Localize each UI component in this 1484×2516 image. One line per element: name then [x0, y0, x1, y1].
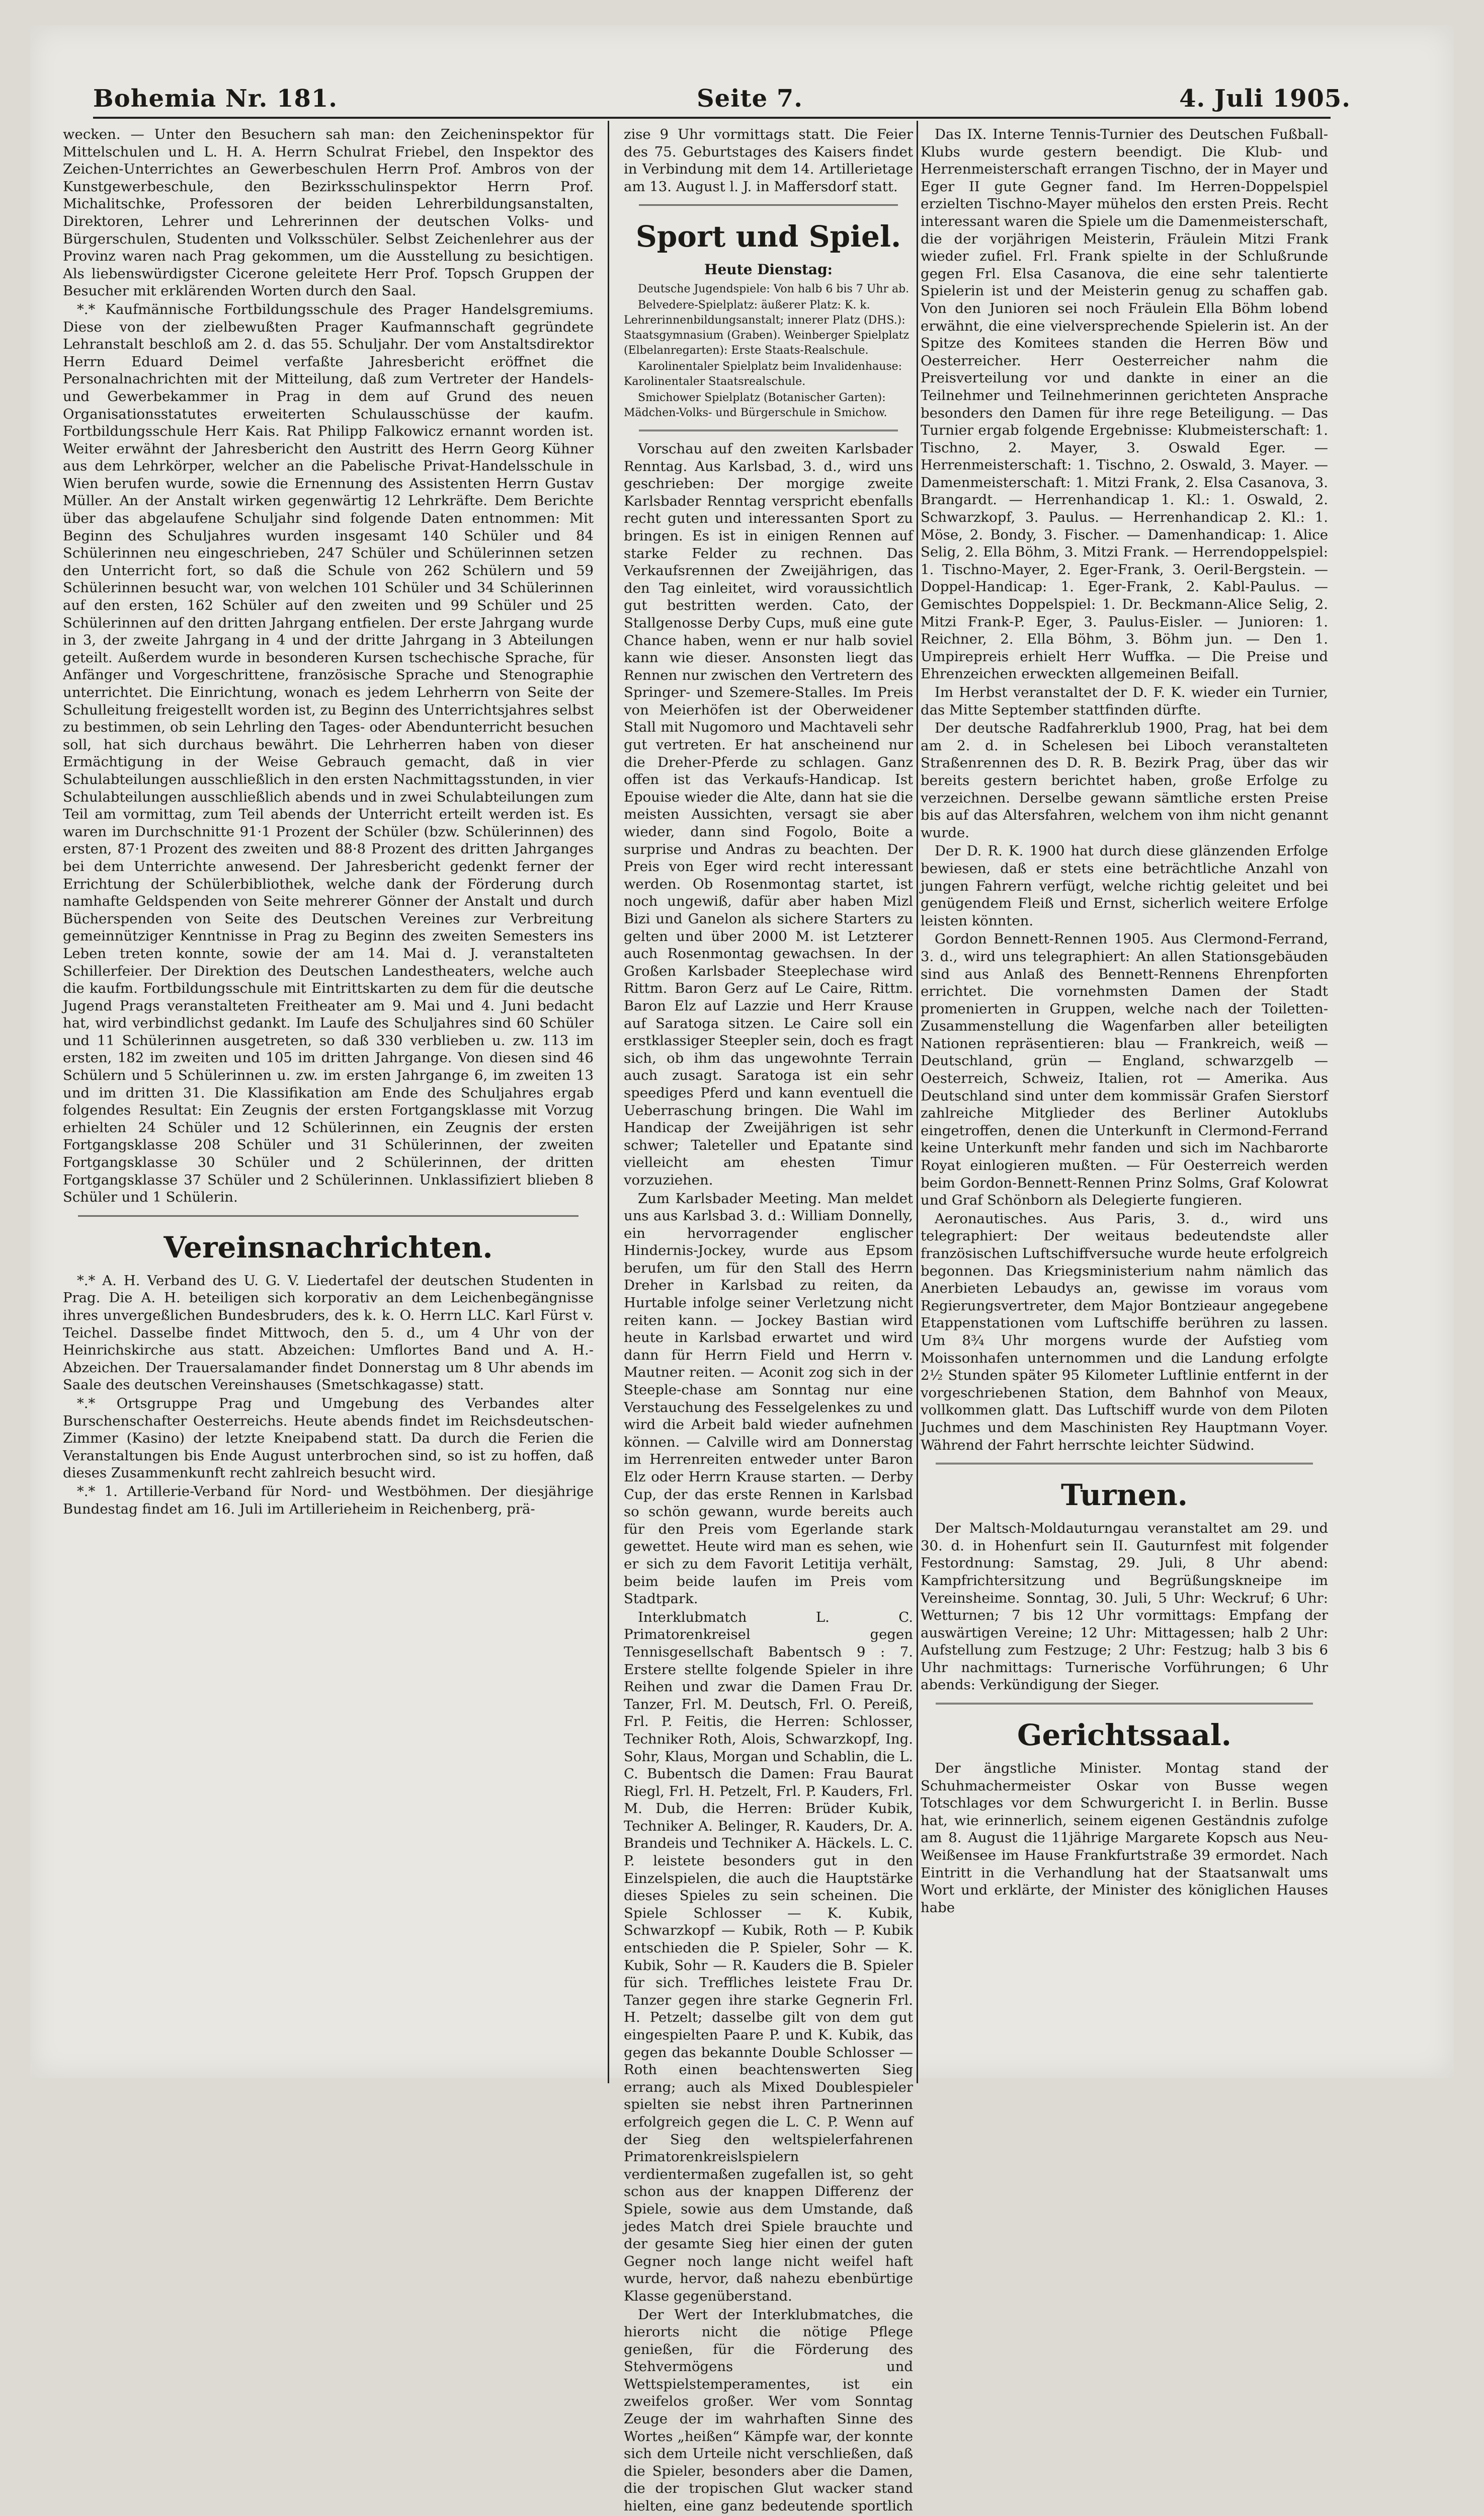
column-middle [624, 126, 913, 2088]
article-radfahrerklub: Der deutsche Radfahrerklub 1900, Prag, hat bei dem am 2. d. in Schelesen bei Liboch veranstalteten Straßenrennen des D. R. B. Bezirk Prag, über das wir bereits gestern berichtet haben, große Erfolge zu verzeichnen. Derselbe gewann sämtliche ersten Preise bis auf das Altersfahren, welchem von ihm nicht genannt wurde. [921, 720, 1328, 841]
article-fortbildungsschule: *.* Kaufmännische Fortbildungsschule des Prager Handelsgremiums. Diese von der zielbewußten Prager Kaufmannschaft gegründete Lehranstalt beschloß am 2. d. das 55. Schuljahr. Der vom Anstaltsdirektor Herrn Eduard Deimel verfaßte Jahresbericht eröffnet die Personalnachrichten mit der Mitteilung, daß zum Vertreter der Handels- und Gewerbekammer in Prag in dem auf Grund des neuen Organisationsstatutes erweiterten Schulausschüsse der kaufm. Fortbildungsschule Herr Kais. Rat Philipp Falkowicz ernannt worden ist. Weiter erwähnt der Jahresbericht den Austritt des Herrn Georg Kühner aus dem Lehrkörper, welcher an die Pabelische Privat-Handelsschule in Wien berufen wurde, sowie die Ernennung des Assistenten Herrn Gustav Müller. An der Anstalt wirken gegenwärtig 12 Lehrkräfte. Dem Berichte über das abgelaufene Schuljahr sind folgende Daten entnommen: Mit Beginn des Schuljahres wurden insgesamt 140 Schüler und 84 Schülerinnen neu eingeschrieben, 247 Schüler und Schülerinnen setzen den Unterricht fort, so daß die Schule von 262 Schülern und 59 Schülerinnen besucht war, von welchen 101 Schüler und 34 Schülerinnen auf den ersten, 162 Schüler auf den zweiten und 99 Schüler und 25 Schülerinnen auf den dritten Jahrgang entfielen. Der erste Jahrgang wurde in 3, der zweite Jahrgang in 4 und der dritte Jahrgang in 3 Abteilungen geteilt. Außerdem wurde in besonderen Kursen tschechische Sprache, für Anfänger und Vorgeschrittene, französische Sprache und Stenographie unterrichtet. Die Einrichtung, wonach es jedem Lehrherrn von Seite der Schulleitung freigestellt worden ist, zu Beginn des Unterrichtsjahres selbst zu bestimmen, ob sein Lehrling den Tages- oder Abendunterricht besuchen soll, hat sich durchaus bewährt. Die Lehrherren haben von dieser Ermächtigung in der Weise Gebrauch gemacht, daß in vier Schulabteilungen ausschließlich in den ersten Nachmittagsstunden, in vier Schulabteilungen ausschließlich abends und in zwei Schulabteilungen zum Teil am vormittag, zum Teil abends der Unterricht erteilt werden ist. Es waren im Durchschnitte 91·1 Prozent der Schüler (bzw. Schülerinnen) des ersten, 87·1 Prozent des zweiten und 88·8 Prozent des dritten Jahrganges bei dem Unterrichte anwesend. Der Jahresbericht gedenkt ferner der Errichtung der Schülerbibliothek, welche dank der Förderung durch namhafte Geldspenden von Seite mehrerer Gönner der Anstalt und durch Bücherspenden von Seite des Deutschen Vereines zur Verbreitung gemeinnütziger Kenntnisse in Prag zu Beginn des zweiten Semesters ins Leben treten konnte, sowie der am 14. Mai d. J. veranstalteten Schillerfeier. Der Direktion des Deutschen Landestheaters, welche auch die kaufm. Fortbildungsschule mit Eintrittskarten zu dem für die deutsche Jugend Prags veranstalteten Freitheater am 9. Mai und 4. Juni bedacht hat, wird verbindlichst gedankt. Im Laufe des Schuljahres sind 60 Schüler und 11 Schülerinnen ausgetreten, so daß 330 verblieben u. zw. 113 im ersten, 182 im zweiten und 105 im dritten Jahrgange. Von diesen sind 46 Schülern und 5 Schülerinnen u. zw. im ersten Jahrgange 6, im zweiten 13 und im dritten 31. Die Klassifikation am Ende des Schuljahres ergab folgendes Resultat: Ein Zeugnis der ersten Fortgangsklasse mit Vorzug erhielten 24 Schüler und 12 Schülerinnen, ein Zeugnis der ersten Fortgangsklasse 208 Schüler und 31 Schülerinnen, der zweiten Fortgangsklasse 30 Schüler und 2 Schülerinnen, der dritten Fortgangsklasse 37 Schüler und 2 Schülerinnen. Unklassifiziert blieben 8 Schüler und 1 Schülerin. [63, 301, 594, 1206]
column-right [921, 126, 1328, 2088]
page-number: Seite 7. [697, 85, 803, 113]
article-minister: Der ängstliche Minister. Montag stand der Schuhmachermeister Oskar von Busse wegen Totschlages vor dem Schwurgericht I. in Berlin. Busse hat, wie erinnerlich, seinem eigenen Geständnis zufolge am 8. August die 11jährige Margarete Kopsch aus Neu-Weißensee im Hause Frankfurtstraße 39 ermordet. Nach Eintritt in die Verhandlung hat der Staatsanwalt ums Wort und erklärte, der Minister des königlichen Hauses habe [921, 1760, 1328, 1916]
article-turngau: Der Maltsch-Moldauturngau veranstaltet am 29. und 30. d. in Hohenfurt sein II. Gauturnfest mit folgender Festordnung: Samstag, 29. Juli, 8 Uhr abend: Kampfrichtersitzung und Begrüßungskneipe im Vereinsheime. Sonntag, 30. Juli, 5 Uhr: Weckruf; 6 Uhr: Wetturnen; 7 bis 12 Uhr vormittags: Empfang der auswärtigen Vereine; 12 Uhr: Mittagessen; halb 2 Uhr: Aufstellung zum Festzuge; 2 Uhr: Festzug; halb 3 bis 6 Uhr nachmittags: Turnerische Vorführungen; 6 Uhr abends: Verkündigung der Sieger. [921, 1520, 1328, 1694]
article-liedertafel: *.* A. H. Verband des U. G. V. Liedertafel der deutschen Studenten in Prag. Die A. H. beteiligen sich korporativ an dem Leichenbegängnisse ihres unvergeßlichen Bundesbruders, des k. k. O. Herrn LLC. Karl Fürst v. Teichel. Dasselbe findet Mittwoch, den 5. d., um 4 Uhr von der Heinrichskirche aus statt. Abzeichen: Umflortes Band und A. H.-Abzeichen. Der Trauersalamander findet Donnerstag um 8 Uhr abends im Saale des deutschen Vereinshauses (Smetschkagasse) statt. [63, 1272, 594, 1394]
section-heading-sport: Sport und Spiel. [624, 219, 913, 254]
column-divider-2 [917, 121, 918, 2083]
schedule-item: Smichower Spielplatz (Botanischer Garten): Mädchen-Volks- und Bürgerschule in Smichow. [624, 390, 913, 421]
article-interklubmatch: Interklubmatch L. C. Primatorenkreisel gegen Tennisgesellschaft Babentsch 9 : 7. Erstere stellte folgende Spieler in ihre Reihen und zwar die Damen Frau Dr. Tanzer, Frl. M. Deutsch, Frl. O. Pereiß, Frl. P. Feitis, die Herren: Schlosser, Techniker Roth, Alois, Schwarzkopf, Ing. Sohr, Klaus, Morgan und Schablin, die L. C. Bubentsch die Damen: Frau Baurat Riegl, Frl. H. Petzelt, Frl. P. Kauders, Frl. M. Dub, die Herren: Brüder Kubik, Techniker A. Belinger, R. Kauders, Dr. A. Brandeis und Techniker A. Häckels. L. C. P. leistete besonders gut in den Einzelspielen, die auch die Hauptstärke dieses Spieles zu sein scheinen. Die Spiele Schlosser — K. Kubik, Schwarzkopf — Kubik, Roth — P. Kubik entschieden die P. Spieler, Sohr — K. Kubik, Sohr — R. Kauders die B. Spieler für sich. Treffliches leistete Frau Dr. Tanzer gegen ihre starke Gegnerin Frl. H. Petzelt; dasselbe gilt von dem gut eingespielten Paare P. und K. Kubik, das gegen das bekannte Double Schlosser — Roth einen beachtenswerten Sieg errang; auch als Mixed Doublespieler spielten sie nebst ihren Partnerinnen erfolgreich gegen die L. C. P. Wenn auf der Sieg den weltspielerfahrenen Primatorenkreislspielern verdientermaßen zugefallen ist, so geht schon aus der knappen Differenz der Spiele, sowie aus dem Umstande, daß jedes Match drei Spiele brauchte und der gesamte Sieg hier einen der guten Gegner noch lange nicht weifel haft wurde, hervor, daß nahezu ebenbürtige Klasse gegenüberstand. [624, 1609, 913, 2305]
article-tennis-turnier: Das IX. Interne Tennis-Turnier des Deutschen Fußball-Klubs wurde gestern beendigt. Die Klub- und Herrenmeisterschaft errangen Tischno, der in Mayer und Eger II gute Gegner fand. Im Herren-Doppelspiel erzielten Tischno-Mayer mühelos den ersten Preis. Recht interessant waren die Spiele um die Damenmeisterschaft, die der vorjährigen Meisterin, Fräulein Mitzi Frank wieder zufiel. Frl. Frank spielte in der Schlußrunde gegen Frl. Elsa Casanova, die eine sehr talentierte Spielerin ist und der Meisterin genug zu schaffen gab. Von den Junioren sei noch Fräulein Ella Böhm lobend erwähnt, die eine vielversprechende Spielerin ist. An der Spitze des Komitees standen die Herren Böw und Oesterreicher. Herr Oesterreicher nahm die Preisverteilung vor und dankte in einer an die Teilnehmer und Teilnehmerinnen gerichteten Ansprache besonders den Damen für ihre rege Beteiligung. — Das Turnier ergab folgende Ergebnisse: Klubmeisterschaft: 1. Tischno, 2. Mayer, 3. Oswald Eger. — Herrenmeisterschaft: 1. Tischno, 2. Oswald, 3. Mayer. — Damenmeisterschaft: 1. Mitzi Frank, 2. Elsa Casanova, 3. Brangardt. — Herrenhandicap 1. Kl.: 1. Oswald, 2. Schwarzkopf, 3. Paulus. — Herrenhandicap 2. Kl.: 1. Möse, 2. Bondy, 3. Fischer. — Damenhandicap: 1. Alice Selig, 2. Ella Böhm, 3. Mitzi Frank. — Herrendoppelspiel: 1. Tischno-Mayer, 2. Eger-Frank, 3. Oeril-Bergstein. — Doppel-Handicap: 1. Eger-Frank, 2. Kabl-Paulus. — Gemischtes Doppelspiel: 1. Dr. Beckmann-Alice Selig, 2. Mitzi Frank-P. Eger, 3. Paulus-Eisler. — Junioren: 1. Reichner, 2. Ella Böhm, 3. Böhm jun. — Den 1. Umpirepreis erhielt Herr Wuffka. — Die Preise und Ehrenzeichen erweckten allgemeinen Beifall. [921, 126, 1328, 683]
article-zeichenausstellung: wecken. — Unter den Besuchern sah man: den Zeicheninspektor für Mittelschulen und L. H. A. Herrn Schulrat Friebel, den Inspektor des Zeichen-Unterrichtes an Gewerbeschulen Herrn Prof. Ambros von der Kunstgewerbeschule, den Bezirksschulinspektor Herrn Prof. Michalitschke, Professoren der beiden Lehrerbildungsanstalten, Direktoren, Lehrer und Lehrerinnen der deutschen Volks- und Bürgerschulen, Studenten und Volksschüler. Selbst Zeichenlehrer aus der Provinz waren nach Prag gekommen, um die Ausstellung zu besichtigen. Als liebenswürdigster Cicerone geleitete Herr Prof. Topsch Gruppen der Besucher mit erklärenden Worten durch den Saal. [63, 126, 594, 300]
schedule-heading: Heute Dienstag: [624, 261, 913, 279]
schedule-item: Belvedere-Spielplatz: äußerer Platz: K. k. Lehrerinnenbildungsanstalt; innerer Platz (DHS.): Staatsgymnasium (Graben). Weinberger Spielplatz (Elbelanregarten): Erste Staats-Realschule. [624, 298, 913, 358]
section-divider [936, 1703, 1313, 1704]
section-divider [639, 204, 898, 206]
article-gordon-bennett: Gordon Bennett-Rennen 1905. Aus Clermond-Ferrand, 3. d., wird uns telegraphiert: An allen Stationsgebäuden sind aus Anlaß des Bennett-Rennens Ehrenpforten errichtet. Die vornehmsten Damen der Stadt promenierten in Gruppen, welche nach der Toiletten-Zusammenstellung die Wagenfarben aller beteiligten Nationen repräsentieren: blau — Frankreich, weiß — Deutschland, grün — England, schwarzgelb — Oesterreich, Schweiz, Italien, rot — Amerika. Aus Deutschland sind unter dem kommissär Grafen Sierstorf zahlreiche Mitglieder des Berliner Autoklubs eingetroffen, denen die Unterkunft in Clermond-Ferrand keine Unterkunft mehr fanden und sich im Nachbarorte Royat einlogieren mußten. — Für Oesterreich werden beim Gordon-Bennett-Rennen Prinz Solms, Graf Kolowrat und Graf Schönborn als Delegierte fungieren. [921, 930, 1328, 1209]
schedule-item: Deutsche Jugendspiele: Von halb 6 bis 7 Uhr ab. [624, 282, 913, 297]
masthead-rule [93, 117, 1331, 119]
section-divider [78, 1215, 579, 1217]
article-aeronautisches: Aeronautisches. Aus Paris, 3. d., wird uns telegraphiert: Der weitaus bedeutendste aller französischen Luftschiffversuche wurde heute erfolgreich begonnen. Das Kriegsministerium nahm nämlich das Anerbieten Lebaudys an, gewisse im voraus vom Regierungsvertreter, dem Major Bontzieaur angegebene Etappenstationen vom Luftschiffe berühren zu lassen. Um 8¾ Uhr morgens wurde der Aufstieg vom Moissonhafen unternommen und die Landung erfolgte 2½ Stunden später 95 Kilometer Luftlinie entfernt in der vorgeschriebenen Station, dem Bahnhof von Meaux, vollkommen glatt. Das Luftschiff wurde von dem Piloten Juchmes und dem Maschinisten Rey Hauptmann Voyer. Während der Fahrt herrschte leichter Südwind. [921, 1210, 1328, 1454]
article-artillerie-verband: *.* 1. Artillerie-Verband für Nord- und Westböhmen. Der diesjährige Bundestag findet am 16. Juli im Artillerieheim in Reichenberg, prä- [63, 1483, 594, 1518]
masthead [93, 85, 1351, 130]
article-karlsbader-meeting: Zum Karlsbader Meeting. Man meldet uns aus Karlsbad 3. d.: William Donnelly, ein hervorragender englischer Hindernis-Jockey, wurde aus Epsom berufen, um für den Stall des Herrn Dreher in Karlsbad zu reiten, da Hurtable infolge seiner Verletzung nicht reiten kann. — Jockey Bastian wird heute in Karlsbad erwartet und wird dann für Herrn Field und Herrn v. Mautner reiten. — Aconit zog sich in der Steeple-chase am Sonntag nur eine Verstauchung des Fesselgelenkes zu und wird die Arbeit bald wieder aufnehmen können. — Calville wird am Donnerstag im Herrenreiten entweder unter Baron Elz oder Herrn Krause starten. — Derby Cup, der das erste Rennen in Karlsbad so schön gewann, wurde bereits auch für den Preis vom Egerlande stark gewettet. Heute wird man es sehen, wie er sich zu dem Favorit Letitija verhält, beim beide laufen im Preis vom Stadtpark. [624, 1190, 913, 1608]
section-heading-vereinsnachrichten: Vereinsnachrichten. [63, 1230, 594, 1265]
article-radfahrerklub-erfolge: Der D. R. K. 1900 hat durch diese glänzenden Erfolge bewiesen, daß er stets eine beträchtliche Anzahl von jungen Fahrern verfügt, welche richtig geleitet und bei genügendem Fleiß und Ernst, sicherlich weitere Erfolge leisten könnten. [921, 842, 1328, 929]
section-heading-gerichtssaal: Gerichtssaal. [921, 1717, 1328, 1753]
article-artillerie-continued: zise 9 Uhr vormittags statt. Die Feier des 75. Geburtstages des Kaisers findet in Verbindung mit dem 14. Artillerietage am 13. August l. J. in Maffersdorf statt. [624, 126, 913, 195]
section-divider [639, 430, 898, 431]
section-divider [936, 1463, 1313, 1464]
section-heading-turnen: Turnen. [921, 1477, 1328, 1513]
article-interklubmatch-wert: Der Wert der Interklubmatches, die hierorts nicht die nötige Pflege genießen, für die Förderung des Stehvermögens und Wettspielstemperamentes, ist ein zweifelos großer. Wer vom Sonntag Zeuge der im wahrhaften Sinne des Wortes „heißen“ Kämpfe war, der konnte sich dem Urteile nicht verschließen, daß die Spieler, besonders aber die Damen, die der tropischen Glut wacker stand hielten, eine ganz bedeutende sportlich [624, 2306, 913, 2516]
article-karlsbader-renntag: Vorschau auf den zweiten Karlsbader Renntag. Aus Karlsbad, 3. d., wird uns geschrieben: Der morgige zweite Karlsbader Renntag verspricht ebenfalls recht guten und interessanten Sport zu bringen. Es ist in einigen Rennen auf starke Felder zu rechnen. Das Verkaufsrennen der Zweijährigen, das den Tag einleitet, wird voraussichtlich gut bestritten werden. Cato, der Stallgenosse Derby Cups, muß eine gute Chance haben, wenn er nur halb soviel kann wie dieser. Ansonsten liegt das Rennen nur zwischen den Vertretern des Springer- und Szemere-Stalles. Im Preis von Meierhöfen ist der Oberweidener Stall mit Nugomoro und Machtaveli sehr gut vertreten. Er hat anscheinend nur die Dreher-Pferde zu schlagen. Ganz offen ist das Verkaufs-Handicap. Ist Epouise wieder die Alte, dann hat sie die meisten Aussichten, versagt sie aber wieder, dann sind Fogolo, Boite a surprise und Andras zu beachten. Der Preis von Eger wird recht interessant werden. Ob Rosenmontag startet, ist noch ungewiß, dafür aber haben Mizl Bizi und Ganelon als sichere Starters zu gelten und über 2000 M. ist Letzterer auch Rosenmontag gewachsen. In der Großen Karlsbader Steeplechase wird Rittm. Baron Gerz auf Le Caire, Rittm. Baron Elz auf Lazzie und Herr Krause auf Saratoga sitzen. Le Caire soll ein erstklassiger Steepler sein, doch es fragt sich, ob ihm das ungewohnte Terrain auch zusagt. Saratoga ist ein sehr speediges Pferd und kann eventuell die Ueberraschung bringen. Die Wahl im Handicap der Zweijährigen ist sehr schwer; Taleteller und Epatante sind vielleicht am ehesten Timur vorzuziehen. [624, 440, 913, 1189]
article-burschenschafter: *.* Ortsgruppe Prag und Umgebung des Verbandes alter Burschenschafter Oesterreichs. Heute abends findet im Reichsdeutschen-Zimmer (Kasino) der letzte Kneipabend statt. Da durch die Ferien die Veranstaltungen bis Ende August unterbrochen sind, so ist zu hoffen, daß dieses Zusammenkunft recht zahlreich besucht wird. [63, 1395, 594, 1482]
schedule-item: Karolinentaler Spielplatz beim Invalidenhause: Karolinentaler Staatsrealschule. [624, 359, 913, 389]
column-divider-1 [608, 121, 609, 2083]
column-left [63, 126, 594, 2088]
masthead-title: Bohemia Nr. 181. [93, 85, 338, 113]
issue-date: 4. Juli 1905. [1179, 85, 1351, 113]
article-tennis-herbst: Im Herbst veranstaltet der D. F. K. wieder ein Turnier, das Mitte September stattfinden dürfte. [921, 684, 1328, 719]
